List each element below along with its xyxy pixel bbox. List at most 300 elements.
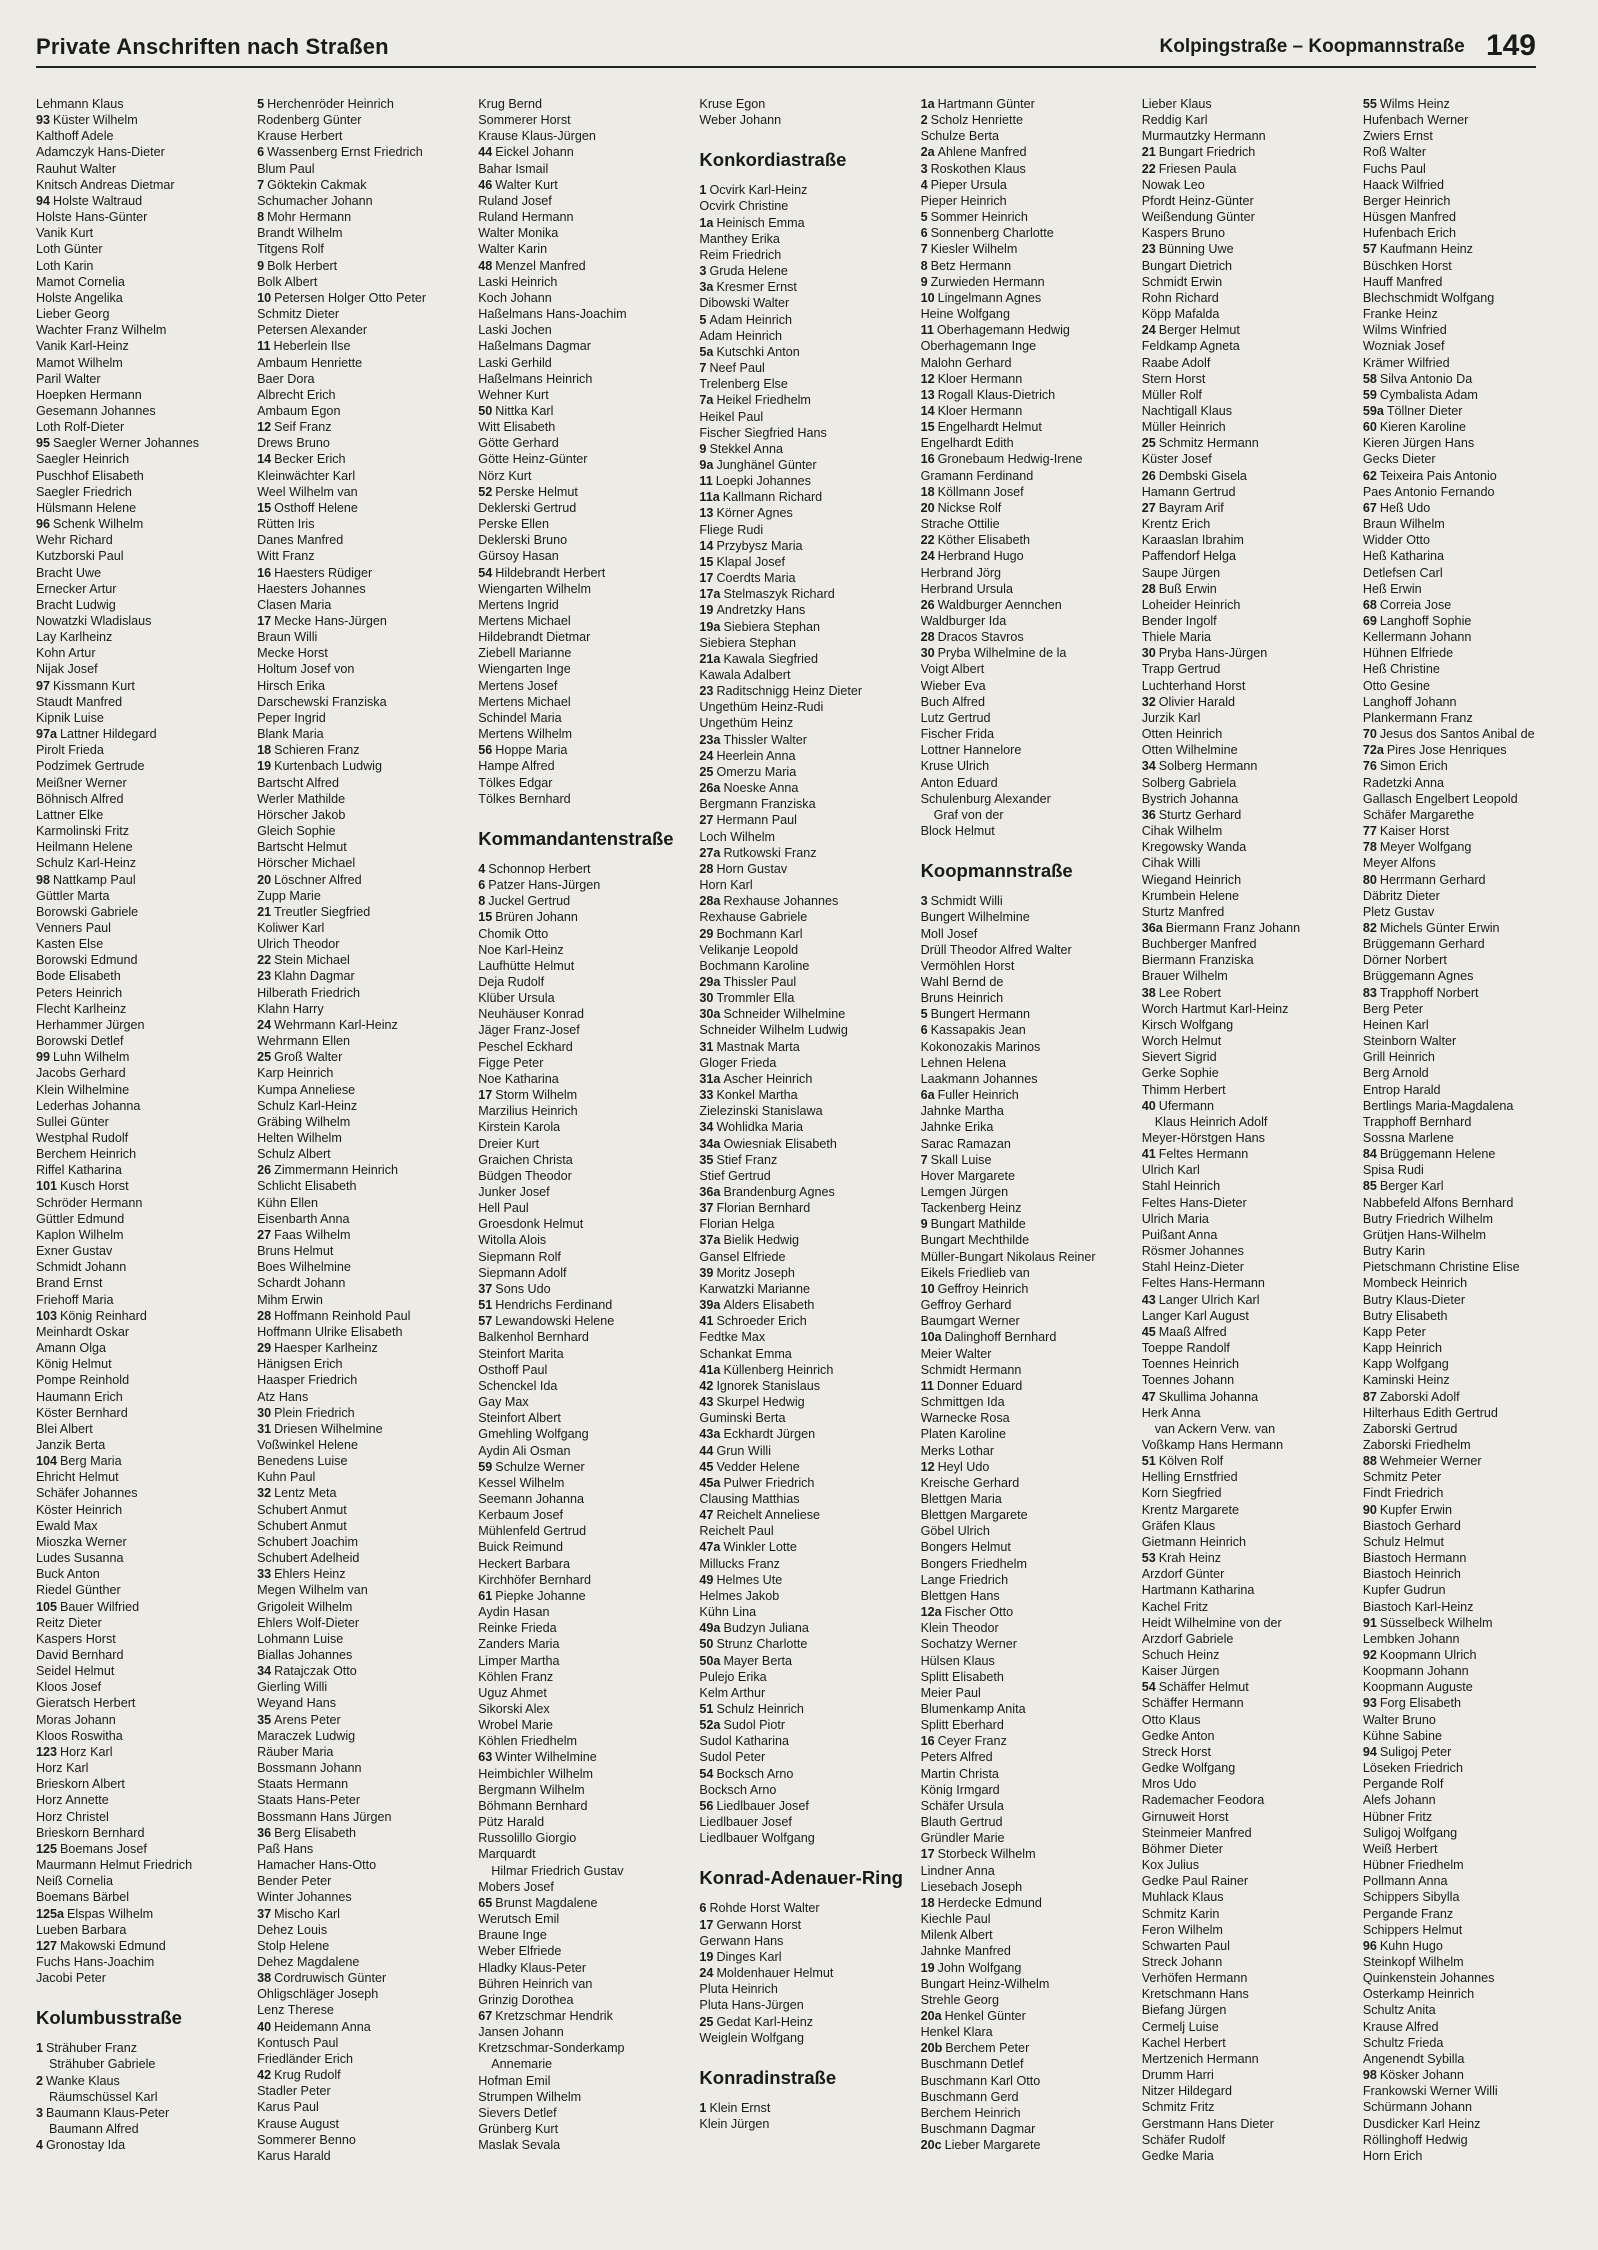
resident-name: Trommler Ella bbox=[716, 991, 795, 1006]
resident-name: Böhnisch Alfred bbox=[36, 791, 124, 806]
resident-entry bbox=[478, 909, 685, 925]
resident-entry bbox=[1142, 2148, 1349, 2164]
resident-name: Lösеken Friedrich bbox=[1362, 1761, 1463, 1776]
resident-entry bbox=[699, 554, 906, 570]
resident-entry bbox=[699, 441, 906, 457]
resident-name: Sturtz Gerhard bbox=[1158, 807, 1242, 822]
resident-entry bbox=[1142, 1744, 1349, 1760]
resident-name: Schonnop Herbert bbox=[488, 861, 591, 876]
resident-entry bbox=[1363, 597, 1570, 613]
resident-name: Rodenberg Günter bbox=[257, 113, 362, 128]
resident-entry bbox=[478, 861, 685, 877]
resident-name: Danes Manfred bbox=[257, 533, 344, 548]
resident-entry bbox=[921, 403, 1128, 419]
resident-name: Piepke Johanne bbox=[495, 1588, 586, 1603]
resident-entry bbox=[921, 1249, 1128, 1265]
house-number: 26 bbox=[257, 1163, 272, 1178]
resident-entry bbox=[1142, 1098, 1349, 1114]
resident-name: Witt Elisabeth bbox=[478, 420, 556, 435]
resident-entry bbox=[36, 581, 243, 597]
resident-entry bbox=[921, 1685, 1128, 1701]
resident-name: Gieratsch Herbert bbox=[36, 1696, 136, 1711]
resident-name: Hladky Klaus-Peter bbox=[478, 1960, 587, 1975]
street-heading: Kolumbusstraße bbox=[36, 2007, 182, 2029]
resident-name: Bongers Helmut bbox=[920, 1540, 1011, 1555]
resident-name: Haesper Karlheinz bbox=[274, 1341, 378, 1356]
resident-entry bbox=[257, 1292, 464, 1308]
house-number: 37a bbox=[699, 1233, 721, 1248]
resident-name: Liedlbauer Wolfgang bbox=[699, 1831, 815, 1846]
resident-name: Meier Walter bbox=[920, 1346, 992, 1361]
resident-entry bbox=[699, 1265, 906, 1281]
resident-name: Krumbein Helene bbox=[1141, 888, 1240, 903]
resident-entry bbox=[1142, 968, 1349, 984]
resident-entry bbox=[1142, 1114, 1349, 1130]
resident-name: Knitsch Andreas Dietmar bbox=[36, 177, 175, 192]
resident-name: Heikel Paul bbox=[699, 409, 764, 424]
directory-columns bbox=[36, 96, 1570, 2230]
resident-name: Schubert Joachim bbox=[257, 1534, 358, 1549]
resident-name: Klein Jürgen bbox=[699, 2116, 770, 2131]
resident-name: Stahl Heinz-Dieter bbox=[1141, 1260, 1244, 1275]
house-number: 3a bbox=[699, 280, 714, 295]
resident-entry bbox=[257, 597, 464, 613]
resident-entry bbox=[1142, 1712, 1349, 1728]
resident-name: Hufenbach Werner bbox=[1362, 113, 1469, 128]
resident-entry bbox=[699, 1749, 906, 1765]
resident-name: Friedländer Erich bbox=[257, 2051, 354, 2066]
resident-entry bbox=[921, 468, 1128, 484]
resident-name: Hoffmann Ulrike Elisabeth bbox=[257, 1324, 403, 1339]
resident-entry bbox=[1363, 1873, 1570, 1889]
resident-entry bbox=[36, 565, 243, 581]
resident-entry bbox=[257, 1970, 464, 1986]
resident-entry bbox=[1363, 1550, 1570, 1566]
resident-name: Graichen Christa bbox=[478, 1152, 573, 1167]
resident-name: Henkel Klara bbox=[920, 2025, 993, 2040]
resident-entry bbox=[478, 193, 685, 209]
resident-name: Krentz Erich bbox=[1141, 517, 1211, 532]
house-number: 16 bbox=[257, 565, 272, 580]
resident-name: Dibowski Walter bbox=[699, 296, 790, 311]
resident-entry bbox=[921, 209, 1128, 225]
resident-entry bbox=[1142, 1292, 1349, 1308]
resident-name: Budzyn Juliana bbox=[723, 1621, 809, 1636]
resident-name: Hänigsen Erich bbox=[257, 1357, 343, 1372]
resident-entry bbox=[36, 629, 243, 645]
resident-entry bbox=[1142, 548, 1349, 564]
house-number: 54 bbox=[699, 1766, 714, 1781]
resident-entry bbox=[36, 1825, 243, 1841]
resident-name: Wehmeier Werner bbox=[1379, 1454, 1482, 1469]
resident-entry bbox=[1142, 1889, 1349, 1905]
resident-entry bbox=[36, 322, 243, 338]
resident-name: Hilberath Friedrich bbox=[257, 985, 361, 1000]
resident-entry bbox=[921, 597, 1128, 613]
resident-entry bbox=[699, 1200, 906, 1216]
resident-entry bbox=[257, 1065, 464, 1081]
resident-name: Bochmann Karl bbox=[716, 926, 803, 941]
resident-entry bbox=[257, 1049, 464, 1065]
resident-name: Schäfer Rudolf bbox=[1141, 2132, 1226, 2147]
resident-entry bbox=[1363, 1744, 1570, 1760]
resident-name: Buschmann Dagmar bbox=[920, 2122, 1036, 2137]
resident-entry bbox=[699, 990, 906, 1006]
house-number: 26 bbox=[1141, 468, 1156, 483]
resident-entry bbox=[921, 1556, 1128, 1572]
resident-name: Silva Antonio Da bbox=[1379, 371, 1473, 386]
resident-entry bbox=[1363, 1485, 1570, 1501]
resident-name: Friehoff Maria bbox=[36, 1292, 114, 1307]
resident-entry bbox=[921, 1507, 1128, 1523]
resident-name: Laakmann Johannes bbox=[920, 1071, 1038, 1086]
resident-name: Hendrichs Ferdinand bbox=[495, 1298, 613, 1313]
resident-entry bbox=[921, 1782, 1128, 1798]
resident-name: Manthey Erika bbox=[699, 231, 780, 246]
street-heading: Konrad-Adenauer-Ring bbox=[699, 1867, 903, 1889]
resident-name: Dalinghoff Bernhard bbox=[944, 1330, 1057, 1345]
resident-name: Schneider Wilhelmine bbox=[723, 1007, 846, 1022]
resident-entry bbox=[1142, 1938, 1349, 1954]
resident-name: Bracht Ludwig bbox=[36, 597, 116, 612]
resident-name: Böhmann Bernhard bbox=[478, 1798, 588, 1813]
resident-name: Schulze Berta bbox=[920, 129, 999, 144]
resident-entry bbox=[1363, 936, 1570, 952]
house-number: 17a bbox=[699, 587, 721, 602]
resident-entry bbox=[1142, 1582, 1349, 1598]
resident-name: Buck Anton bbox=[36, 1567, 100, 1582]
resident-entry bbox=[921, 241, 1128, 257]
resident-name: Ehlers Heinz bbox=[274, 1567, 346, 1582]
resident-name: Klein Ernst bbox=[709, 2100, 771, 2115]
resident-entry bbox=[36, 823, 243, 839]
resident-entry bbox=[36, 2056, 243, 2072]
resident-name: Krause Klaus-Jürgen bbox=[478, 129, 596, 144]
resident-entry bbox=[1363, 613, 1570, 629]
house-number: 85 bbox=[1362, 1179, 1377, 1194]
resident-name: Florian Helga bbox=[699, 1217, 775, 1232]
resident-name: Forg Elisabeth bbox=[1379, 1696, 1462, 1711]
resident-entry bbox=[257, 1033, 464, 1049]
house-number: 59 bbox=[478, 1459, 493, 1474]
resident-entry bbox=[36, 904, 243, 920]
resident-entry bbox=[257, 1098, 464, 1114]
resident-name: Figge Peter bbox=[478, 1055, 544, 1070]
resident-name: Kresmer Ernst bbox=[716, 280, 797, 295]
resident-name: Amann Olga bbox=[36, 1341, 107, 1356]
resident-name: Körner Agnes bbox=[716, 506, 793, 521]
house-number: 82 bbox=[1362, 920, 1377, 935]
resident-entry bbox=[1142, 2099, 1349, 2115]
resident-entry bbox=[36, 112, 243, 128]
resident-entry bbox=[921, 1071, 1128, 1087]
resident-entry bbox=[1142, 2002, 1349, 2018]
house-number: 17 bbox=[257, 614, 272, 628]
house-number: 41a bbox=[699, 1362, 721, 1377]
resident-name: Schulze Werner bbox=[495, 1459, 585, 1474]
resident-name: Plankermann Franz bbox=[1362, 710, 1473, 725]
resident-entry bbox=[257, 2148, 464, 2164]
resident-entry bbox=[36, 791, 243, 807]
house-number: 23 bbox=[257, 969, 272, 984]
resident-entry bbox=[1142, 96, 1349, 112]
resident-name: Feltes Hans-Hermann bbox=[1141, 1276, 1265, 1291]
resident-name: Riedel Günther bbox=[36, 1583, 121, 1598]
resident-entry bbox=[36, 1033, 243, 1049]
resident-name: Herbrand Hugo bbox=[937, 549, 1024, 564]
resident-entry bbox=[921, 1410, 1128, 1426]
resident-entry bbox=[36, 1906, 243, 1922]
house-number: 125 bbox=[36, 1841, 58, 1856]
resident-entry bbox=[699, 909, 906, 925]
resident-name: Murmautzky Hermann bbox=[1141, 129, 1266, 144]
resident-name: Kasten Else bbox=[36, 937, 104, 952]
resident-name: Zurwieden Hermann bbox=[930, 274, 1045, 289]
resident-entry bbox=[478, 1507, 685, 1523]
resident-name: Kaspers Horst bbox=[36, 1631, 116, 1646]
resident-entry bbox=[478, 2073, 685, 2089]
house-number: 13 bbox=[920, 387, 935, 402]
resident-name: Holste Waltraud bbox=[53, 193, 143, 208]
resident-entry bbox=[699, 861, 906, 877]
house-number: 51 bbox=[699, 1702, 714, 1716]
resident-name: Haasper Friedrich bbox=[257, 1373, 358, 1388]
resident-name: Berger Heinrich bbox=[1362, 193, 1451, 208]
resident-entry bbox=[699, 1313, 906, 1329]
resident-entry bbox=[478, 225, 685, 241]
resident-name: Nijak Josef bbox=[36, 662, 98, 677]
resident-name: Sudol Katharina bbox=[699, 1734, 790, 1749]
resident-entry bbox=[1142, 371, 1349, 387]
resident-name: Blettgen Hans bbox=[920, 1588, 1000, 1603]
resident-name: Clausing Matthias bbox=[699, 1491, 800, 1506]
resident-entry bbox=[1363, 1324, 1570, 1340]
resident-entry bbox=[36, 1259, 243, 1275]
resident-entry bbox=[1363, 419, 1570, 435]
resident-entry bbox=[36, 2121, 243, 2137]
resident-name: Lieber Margarete bbox=[944, 2138, 1041, 2153]
house-number: 16 bbox=[920, 1734, 935, 1749]
resident-entry bbox=[921, 710, 1128, 726]
resident-name: Gietmann Heinrich bbox=[1141, 1534, 1246, 1549]
resident-name: Heimbichler Wilhelm bbox=[478, 1766, 594, 1781]
resident-entry bbox=[257, 904, 464, 920]
resident-entry bbox=[921, 565, 1128, 581]
house-number: 7 bbox=[699, 361, 707, 376]
house-number: 57 bbox=[1362, 242, 1377, 257]
resident-name: Kokonozakis Marinos bbox=[920, 1039, 1041, 1054]
resident-name: Kieren Jürgen Hans bbox=[1362, 436, 1475, 451]
resident-entry bbox=[257, 241, 464, 257]
resident-entry bbox=[1363, 516, 1570, 532]
resident-entry bbox=[478, 2040, 685, 2056]
house-number: 39a bbox=[699, 1298, 721, 1313]
resident-name: Bertlings Maria-Magdalena bbox=[1362, 1098, 1514, 1113]
resident-entry bbox=[699, 1636, 906, 1652]
resident-entry bbox=[921, 1378, 1128, 1394]
resident-entry bbox=[921, 807, 1128, 823]
resident-name: Bungart Mechthilde bbox=[920, 1233, 1030, 1248]
house-number: 12 bbox=[257, 420, 272, 435]
resident-entry bbox=[1363, 1033, 1570, 1049]
house-number: 80 bbox=[1362, 872, 1377, 887]
resident-entry bbox=[1363, 710, 1570, 726]
resident-name: Heilmann Helene bbox=[36, 840, 133, 855]
resident-name: Bruns Heinrich bbox=[920, 991, 1004, 1006]
resident-name: Räuber Maria bbox=[257, 1744, 334, 1759]
resident-entry bbox=[36, 936, 243, 952]
resident-entry bbox=[257, 758, 464, 774]
resident-entry bbox=[36, 1970, 243, 1986]
resident-entry bbox=[36, 548, 243, 564]
resident-entry bbox=[1363, 1356, 1570, 1372]
resident-name: Nattkamp Paul bbox=[53, 872, 136, 887]
resident-entry bbox=[1142, 2132, 1349, 2148]
resident-name: Krause Herbert bbox=[257, 129, 343, 144]
house-number: 12 bbox=[920, 371, 935, 386]
resident-name: Bayram Arif bbox=[1158, 500, 1224, 515]
resident-entry bbox=[1363, 1679, 1570, 1695]
resident-entry bbox=[699, 1949, 906, 1965]
resident-entry bbox=[478, 877, 685, 893]
resident-entry bbox=[478, 1346, 685, 1362]
resident-name: Peters Heinrich bbox=[36, 985, 123, 1000]
resident-entry bbox=[478, 1943, 685, 1959]
resident-entry bbox=[1142, 1259, 1349, 1275]
resident-entry bbox=[257, 403, 464, 419]
resident-name: Hartmann Günter bbox=[937, 97, 1035, 111]
resident-entry bbox=[1363, 1292, 1570, 1308]
resident-entry bbox=[478, 1055, 685, 1071]
resident-name: Oberhagemann Inge bbox=[920, 339, 1037, 354]
resident-entry bbox=[1142, 645, 1349, 661]
resident-name: Bochmann Karoline bbox=[699, 958, 810, 973]
house-number: 47 bbox=[699, 1508, 714, 1523]
resident-name: Klein Wilhelmine bbox=[36, 1082, 130, 1097]
house-number: 18 bbox=[920, 484, 935, 499]
resident-entry bbox=[257, 2083, 464, 2099]
resident-name: Biefang Jürgen bbox=[1141, 2003, 1227, 2018]
resident-entry bbox=[1363, 1970, 1570, 1986]
resident-name: Brüggemann Helene bbox=[1379, 1147, 1496, 1162]
resident-name: Heine Wolfgang bbox=[920, 307, 1010, 322]
resident-entry bbox=[1142, 2067, 1349, 2083]
house-number: 28 bbox=[920, 630, 935, 645]
resident-name: Clasen Maria bbox=[257, 597, 332, 612]
resident-name: Herchenröder Heinrich bbox=[267, 97, 394, 111]
resident-entry bbox=[1363, 193, 1570, 209]
house-number: 18 bbox=[920, 1895, 935, 1910]
resident-entry bbox=[921, 1749, 1128, 1765]
resident-entry bbox=[1142, 872, 1349, 888]
resident-entry bbox=[257, 775, 464, 791]
resident-name: Bahar Ismail bbox=[478, 161, 549, 176]
house-number: 19 bbox=[699, 1949, 714, 1964]
resident-name: Köllmann Josef bbox=[937, 484, 1024, 499]
resident-name: Walter Bruno bbox=[1362, 1712, 1436, 1727]
resident-entry bbox=[36, 468, 243, 484]
resident-entry bbox=[1363, 1889, 1570, 1905]
resident-name: Herk Anna bbox=[1141, 1405, 1201, 1420]
resident-entry bbox=[1363, 468, 1570, 484]
resident-entry bbox=[257, 1518, 464, 1534]
resident-entry bbox=[478, 1329, 685, 1345]
resident-name: Ocvirk Karl-Heinz bbox=[709, 183, 808, 198]
resident-entry bbox=[1363, 1518, 1570, 1534]
house-number: 5 bbox=[257, 97, 265, 111]
resident-name: Olivier Harald bbox=[1158, 694, 1236, 709]
resident-entry bbox=[699, 1766, 906, 1782]
resident-entry bbox=[478, 1491, 685, 1507]
resident-name: Boes Wilhelmine bbox=[257, 1260, 351, 1275]
resident-entry bbox=[478, 2024, 685, 2040]
resident-entry bbox=[1363, 1437, 1570, 1453]
resident-name: Feldkamp Agneta bbox=[1141, 339, 1240, 354]
resident-name: Weber Elfriede bbox=[478, 1944, 562, 1959]
house-number: 104 bbox=[36, 1454, 58, 1469]
resident-entry bbox=[478, 1362, 685, 1378]
resident-name: Horn Karl bbox=[699, 878, 753, 893]
resident-name: König Reinhard bbox=[60, 1308, 147, 1323]
resident-entry bbox=[699, 1933, 906, 1949]
resident-entry bbox=[36, 1469, 243, 1485]
resident-name: Janzik Berta bbox=[36, 1437, 106, 1452]
resident-entry bbox=[699, 1281, 906, 1297]
resident-name: Rexhause Gabriele bbox=[699, 910, 808, 925]
house-number: 17 bbox=[699, 571, 714, 586]
resident-name: Herrmann Gerhard bbox=[1379, 872, 1486, 887]
resident-name: Otten Wilhelmine bbox=[1141, 743, 1238, 758]
resident-entry bbox=[1142, 355, 1349, 371]
resident-name: Borowski Detlef bbox=[36, 1034, 124, 1049]
resident-name: Müller-Bungart Nikolaus Reiner bbox=[920, 1249, 1096, 1264]
resident-entry bbox=[699, 2116, 906, 2132]
resident-name: Staats Hans-Peter bbox=[257, 1793, 361, 1808]
resident-entry bbox=[1363, 2019, 1570, 2035]
resident-name: Töllner Dieter bbox=[1386, 403, 1463, 418]
resident-name: Schumacher Johann bbox=[257, 193, 373, 208]
resident-name: Otten Heinrich bbox=[1141, 727, 1223, 742]
house-number: 1 bbox=[699, 183, 707, 198]
resident-name: Korn Siegfried bbox=[1141, 1486, 1222, 1501]
resident-entry bbox=[257, 678, 464, 694]
resident-entry bbox=[1142, 2051, 1349, 2067]
resident-name: Gloger Frieda bbox=[699, 1055, 777, 1070]
resident-entry bbox=[257, 807, 464, 823]
resident-name: Oberhagemann Hedwig bbox=[936, 323, 1070, 338]
resident-name: Elspas Wilhelm bbox=[67, 1906, 154, 1921]
resident-entry bbox=[478, 1523, 685, 1539]
resident-entry bbox=[1142, 1857, 1349, 1873]
resident-name: Toennes Johann bbox=[1141, 1373, 1235, 1388]
resident-entry bbox=[36, 1308, 243, 1324]
resident-name: Helling Ernstfried bbox=[1141, 1470, 1238, 1485]
resident-name: Weyand Hans bbox=[257, 1696, 337, 1711]
resident-entry bbox=[257, 1017, 464, 1033]
resident-entry bbox=[1363, 274, 1570, 290]
resident-name: Bünning Uwe bbox=[1158, 242, 1234, 257]
resident-entry bbox=[699, 1394, 906, 1410]
resident-name: Pollmann Anna bbox=[1362, 1874, 1448, 1889]
resident-entry bbox=[1142, 1631, 1349, 1647]
house-number: 60 bbox=[1362, 420, 1377, 435]
resident-name: Brauer Wilhelm bbox=[1141, 969, 1228, 984]
resident-entry bbox=[36, 1292, 243, 1308]
resident-name: Rohde Horst Walter bbox=[709, 1901, 820, 1916]
resident-name: Siepmann Rolf bbox=[478, 1249, 561, 1264]
resident-entry bbox=[699, 1249, 906, 1265]
house-number: 24 bbox=[920, 549, 935, 564]
